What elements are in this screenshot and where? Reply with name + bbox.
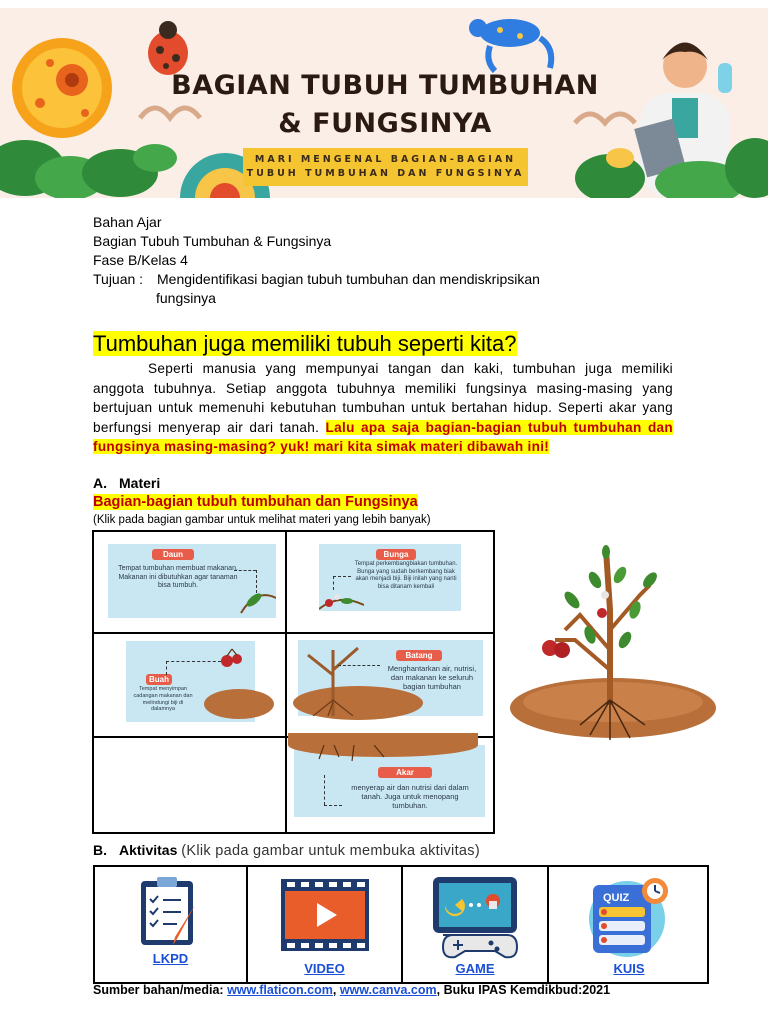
materi-card-akar[interactable]	[294, 745, 485, 817]
bunga-tag: Bunga	[376, 549, 416, 560]
quiz-badge: QUIZ	[603, 892, 630, 904]
banner-title-line1: BAGIAN TUBUH TUMBUHAN	[171, 70, 599, 101]
kuis-link[interactable]: KUIS	[613, 961, 645, 976]
batang-tag: Batang	[396, 650, 442, 661]
section-a-hint: (Klik pada bagian gambar untuk melihat materi yang lebih banyak)	[93, 514, 431, 526]
flaticon-link[interactable]: www.flaticon.com	[227, 983, 333, 997]
materi-card-batang[interactable]	[298, 640, 483, 716]
game-link[interactable]: GAME	[455, 961, 495, 976]
canva-link[interactable]: www.canva.com	[339, 983, 437, 997]
activities-table	[93, 865, 709, 984]
root-icon	[294, 745, 485, 765]
intro-paragraph-text: Seperti manusia yang mempunyai tangan dan kaki, tumbuhan juga memiliki anggota tubuhnya. Setiap anggota tubuhnya memiliki fungsinya masing-masing yang bertujuan untuk memenuhi kebutuhan tumbuhan untuk bertahan hidup. Seperti akar yang berfungsi menyerap air dari tanah.	[93, 361, 673, 435]
section-a-title: Materi	[119, 475, 161, 491]
materi-grid	[92, 530, 495, 834]
plant-illustration[interactable]	[510, 540, 725, 755]
section-a-subtitle: Bagian-bagian tubuh tumbuhan dan Fungsinya	[93, 494, 418, 510]
tujuan-text-cont: fungsinya	[156, 290, 216, 306]
source-sep: ,	[332, 983, 340, 997]
stem-icon	[298, 640, 368, 716]
video-film-icon[interactable]	[281, 879, 369, 951]
section-a-label: A.	[93, 475, 107, 491]
intro-heading-text: Tumbuhan juga memiliki tubuh seperti kita?	[93, 331, 517, 356]
bunga-text: Tempat perkembangbiakan tumbuhan. Bunga yang sudah berkembang biak akan menjadi biji. Biji inilah yang nanti bisa ditanam kembali	[354, 561, 458, 590]
intro-highlight: Lalu apa saja bagian-bagian tubuh tumbuhan dan fungsinya masing-masing? yuk! mari kita simak materi dibawah ini!	[93, 419, 674, 454]
activity-kuis[interactable]	[549, 867, 709, 982]
activity-game[interactable]	[403, 867, 547, 982]
buah-text: Tempat menyimpan cadangan makanan dan melindungi biji di dalamnya	[133, 686, 193, 713]
intro-heading	[93, 330, 517, 358]
section-b-title: Aktivitas	[119, 842, 178, 858]
banner-subtitle	[243, 148, 528, 186]
clipboard-checklist-icon[interactable]	[135, 875, 205, 949]
source-suffix: , Buku IPAS Kemdikbud:2021	[436, 983, 611, 997]
tujuan-label: Tujuan :	[93, 271, 144, 287]
quiz-icon[interactable]	[585, 875, 673, 959]
meta-fase: Fase B/Kelas 4	[93, 252, 188, 268]
daun-text: Tempat tumbuhan membuat makanan. Makanan ini dibutuhkan agar tanaman bisa tumbuh.	[118, 565, 238, 589]
akar-tag: Akar	[378, 767, 432, 778]
banner-subtitle-line1: MARI MENGENAL BAGIAN-BAGIAN	[254, 154, 517, 165]
batang-text: Menghantarkan air, nutrisi, dan makanan ke seluruh bagian tumbuhan	[387, 664, 477, 691]
section-a-heading	[93, 475, 160, 491]
banner-subtitle-line2: TUBUH TUMBUHAN DAN FUNGSINYA	[246, 168, 525, 179]
fruit-icon	[217, 647, 247, 669]
game-controller-icon[interactable]	[431, 875, 519, 959]
materi-card-daun[interactable]	[108, 544, 276, 618]
materi-card-buah[interactable]	[126, 641, 255, 722]
activity-lkpd[interactable]	[95, 867, 246, 982]
materi-card-bunga[interactable]	[319, 544, 461, 611]
meta-topic: Bagian Tubuh Tumbuhan & Fungsinya	[93, 233, 332, 249]
meta-tujuan	[93, 270, 653, 308]
activity-video[interactable]	[248, 867, 401, 982]
flower-icon	[319, 583, 364, 611]
akar-text: menyerap air dan nutrisi dari dalam tanah. Juga untuk menopang tumbuhan.	[351, 783, 469, 810]
section-b-heading	[93, 842, 480, 859]
intro-paragraph	[93, 359, 673, 457]
banner-title-line2: & FUNGSINYA	[278, 108, 492, 139]
source-prefix: Sumber bahan/media:	[93, 983, 228, 997]
source-line	[93, 983, 610, 997]
daun-tag: Daun	[152, 549, 194, 560]
section-b-hint: (Klik pada gambar untuk membuka aktivitas)	[181, 843, 480, 859]
lkpd-link[interactable]: LKPD	[152, 951, 189, 966]
meta-bahan-ajar: Bahan Ajar	[93, 214, 162, 230]
header-banner	[0, 8, 768, 198]
video-link[interactable]: VIDEO	[304, 961, 345, 976]
leaf-icon	[236, 588, 276, 618]
buah-tag: Buah	[146, 674, 172, 685]
section-b-label: B.	[93, 842, 107, 858]
tujuan-text: Mengidentifikasi bagian tubuh tumbuhan dan mendiskripsikan	[157, 271, 540, 287]
